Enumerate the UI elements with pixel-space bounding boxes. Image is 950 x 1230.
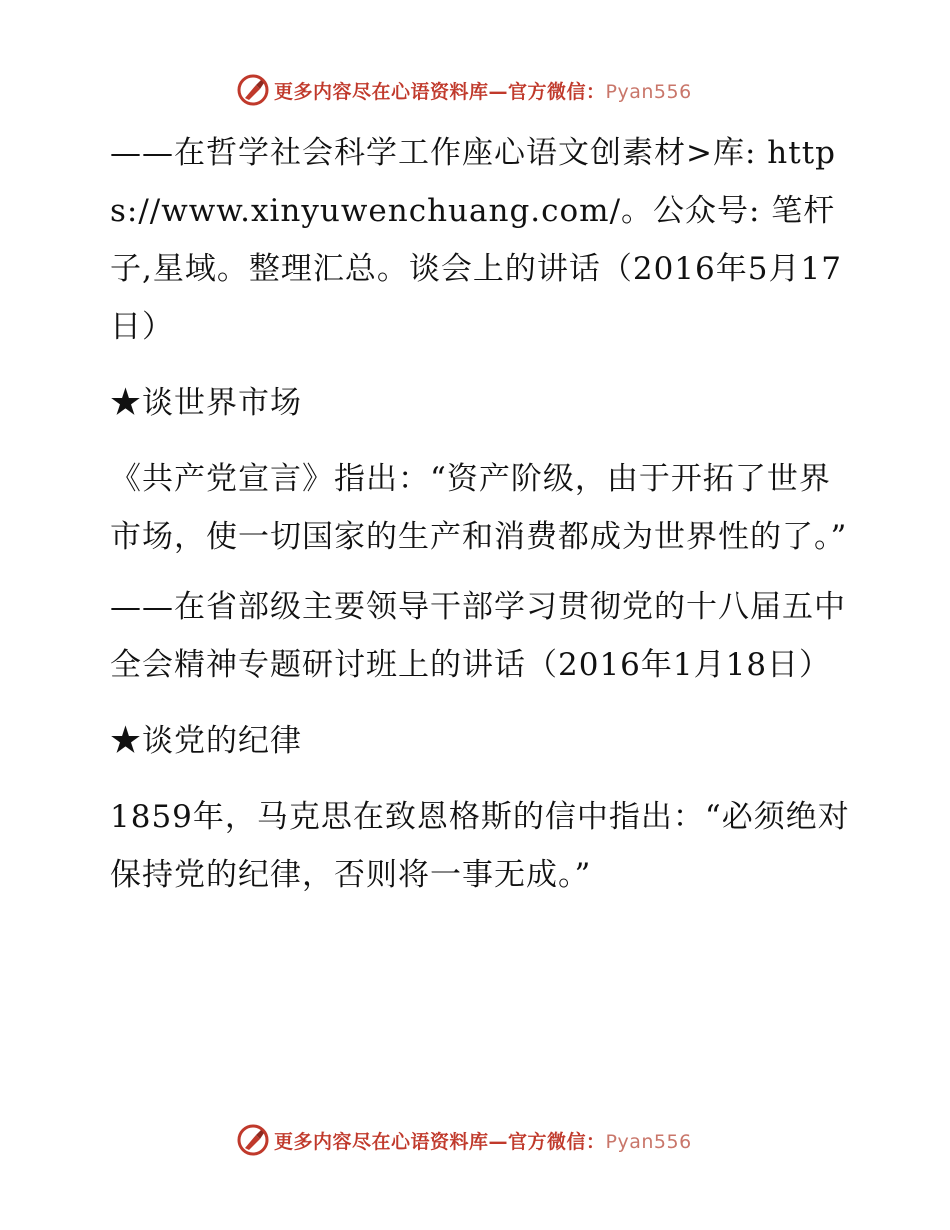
paragraph-communist-manifesto-quote: 《共产党宣言》指出：“资产阶级，由于开拓了世界市场，使一切国家的生产和消费都成为世界性的了。” bbox=[110, 461, 848, 555]
watermark-account: Pyan556 bbox=[605, 1130, 692, 1153]
footer-watermark bbox=[236, 1122, 692, 1158]
heading-party-discipline: ★谈党的纪律 bbox=[110, 723, 302, 759]
paragraph-marx-letter-quote: 1859年，马克思在致恩格斯的信中指出：“必须绝对保持党的纪律，否则将一事无成。” bbox=[110, 799, 850, 893]
paragraph-speech-fifth-plenum: ——在省部级主要领导干部学习贯彻党的十八届五中全会精神专题研讨班上的讲话（2016年1月18日） bbox=[110, 589, 846, 683]
watermark-text: 更多内容尽在心语资料库—官方微信：Pyan556 bbox=[274, 1130, 692, 1153]
watermark-account: Pyan556 bbox=[605, 80, 692, 103]
watermark-text: 更多内容尽在心语资料库—官方微信：Pyan556 bbox=[274, 80, 692, 103]
pen-nib-circle-icon bbox=[236, 73, 270, 107]
document-body bbox=[98, 124, 858, 904]
paragraph-speech-philosophy: ——在哲学社会科学工作座心语文创素材>库: https://www.xinyuwenchuang.com/。公众号: 笔杆子,星域。整理汇总。谈会上的讲话（2016年5月17日） bbox=[110, 135, 842, 345]
header-watermark bbox=[236, 72, 692, 108]
pen-nib-circle-icon bbox=[236, 1123, 270, 1157]
heading-world-market: ★谈世界市场 bbox=[110, 385, 302, 421]
